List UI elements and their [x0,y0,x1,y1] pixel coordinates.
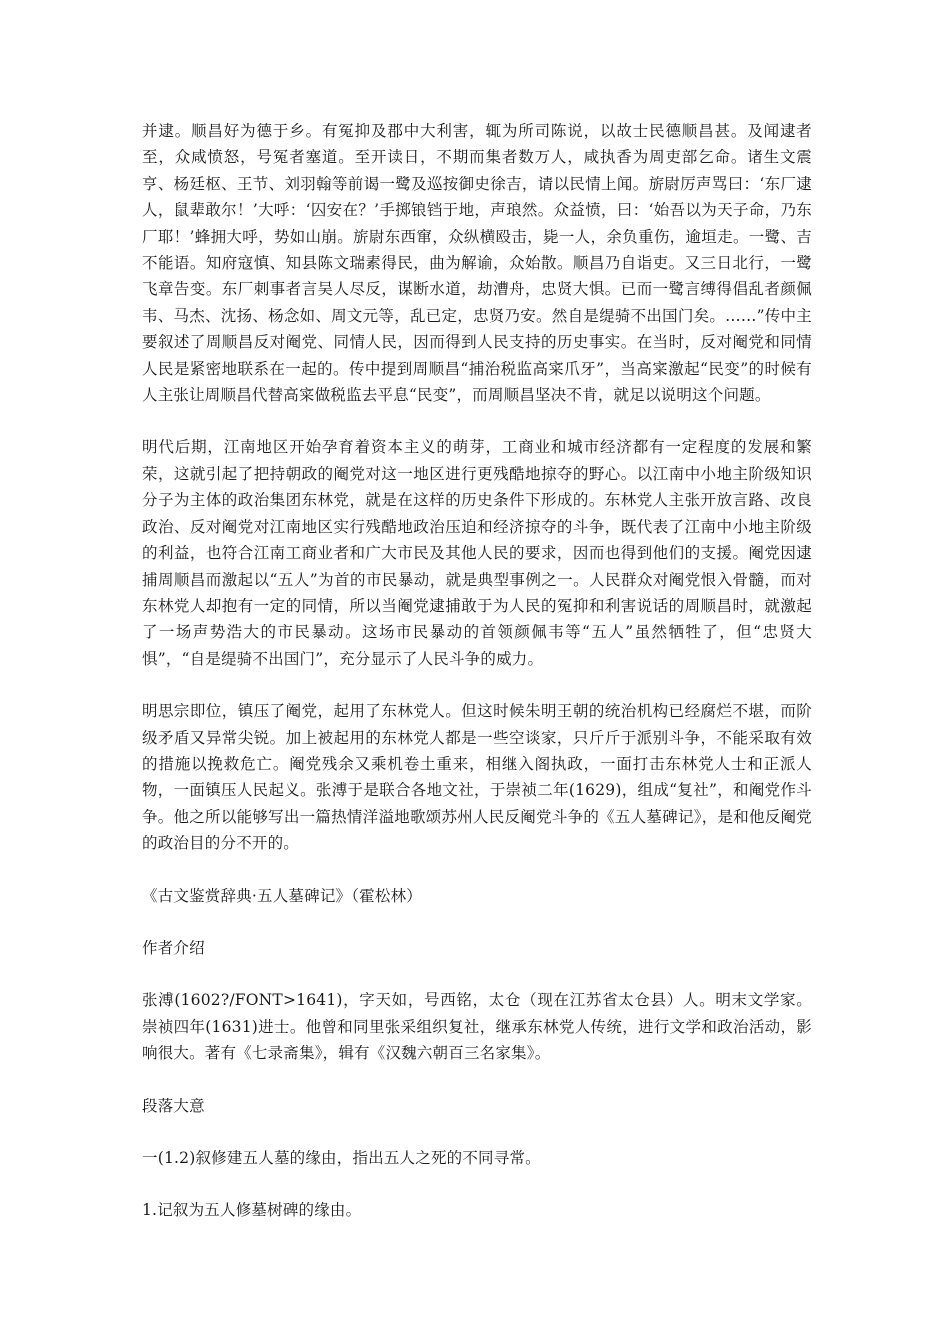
source-citation: 《古文鉴赏辞典·五人墓碑记》（霍松林） [142,886,422,905]
section-heading-author: 作者介绍 [142,938,205,957]
paragraph-author-motive: 明思宗即位，镇压了阉党，起用了东林党人。但这时候朱明王朝的统治机构已经腐烂不堪，而阶级矛盾又异常尖锐。加上被起用的东林党人都是一些空谈家，只斤斤于派别斗争，不能采取有效的措施以挽救危亡。阉党残余又乘机卷土重来，相继入阁执政，一面打击东林党人士和正派人物，一面镇压人民起义。张溥于是联合各地文社，于崇祯二年(1629)，组成“复社”，和阉党作斗争。他之所以能够写出一篇热情洋溢地歌颂苏州人民反阉党斗争的《五人墓碑记》，是和他反阉党的政治目的分不开的。 [142,702,812,853]
paragraph-historical-background: 明代后期，江南地区开始孕育着资本主义的萌芽，工商业和城市经济都有一定程度的发展和繁荣，这就引起了把持朝政的阉党对这一地区进行更残酷地掠夺的野心。以江南中小地主阶级知识分子为主体的政治集团东林党，就是在这样的历史条件下形成的。东林党人主张开放言路、改良政治、反对阉党对江南地区实行残酷地政治压迫和经济掠夺的斗争，既代表了江南中小地主阶级的利益，也符合江南工商业者和广大市民及其他人民的要求，因而也得到他们的支援。阉党因逮捕周顺昌而激起以“五人”为首的市民暴动，就是典型事例之一。人民群众对阉党恨入骨髓，而对东林党人却抱有一定的同情，所以当阉党逮捕敢于为人民的冤抑和利害说话的周顺昌时，就激起了一场声势浩大的市民暴动。这场市民暴动的首领颜佩韦等“五人”虽然牺牲了，但“忠贤大惧”，“自是缇骑不出国门”，充分显示了人民斗争的威力。 [142,438,812,668]
section-heading-summary: 段落大意 [142,1096,205,1115]
document-page [142,118,812,1250]
summary-subitem-1: 1.记叙为五人修墓树碑的缘由。 [142,1201,362,1220]
summary-item-1: 一(1.2)叙修建五人墓的缘由，指出五人之死的不同寻常。 [142,1149,541,1167]
paragraph-author-intro: 张溥(1602?/FONT>1641)，字天如，号西铭，太仓（现在江苏省太仓县）人。明末文学家。崇祯四年(1631)进士。他曾和同里张采组织复社，继承东林党人传统，进行文学和政治活动，影响很大。著有《七录斋集》，辑有《汉魏六朝百三名家集》。 [142,991,812,1063]
paragraph-biography-excerpt: 并逮。顺昌好为德于乡。有冤抑及郡中大利害，辄为所司陈说，以故士民德顺昌甚。及闻逮者至，众咸愤怒，号冤者塞道。至开读日，不期而集者数万人，咸执香为周吏部乞命。诸生文震亨、杨廷枢、王节、刘羽翰等前谒一鹭及巡按御史徐吉，请以民情上闻。旂尉厉声骂曰：‘东厂逮人，鼠辈敢尔！’大呼：‘囚安在？’手掷锒铛于地，声琅然。众益愤，曰：‘始吾以为天子命，乃东厂耶！’蜂拥大呼，势如山崩。旂尉东西窜，众纵横殴击，毙一人，余负重伤，逾垣走。一鹭、吉不能语。知府寇慎、知县陈文瑞素得民，曲为解谕，众始散。顺昌乃自诣吏。又三日北行，一鹭飞章告变。东厂刺事者言吴人尽反，谋断水道，劫漕舟，忠贤大惧。已而一鹭言缚得倡乱者颜佩韦、马杰、沈扬、杨念如、周文元等，乱已定，忠贤乃安。然自是缇骑不出国门矣。……”传中主要叙述了周顺昌反对阉党、同情人民，因而得到人民支持的历史事实。在当时，反对阉党和同情人民是紧密地联系在一起的。传中提到周顺昌“捕治税监高寀爪牙”，当高寀激起“民变”的时候有人主张让周顺昌代替高寀做税监去平息“民变”，而周顺昌坚决不肯，就足以说明这个问题。 [142,122,812,405]
